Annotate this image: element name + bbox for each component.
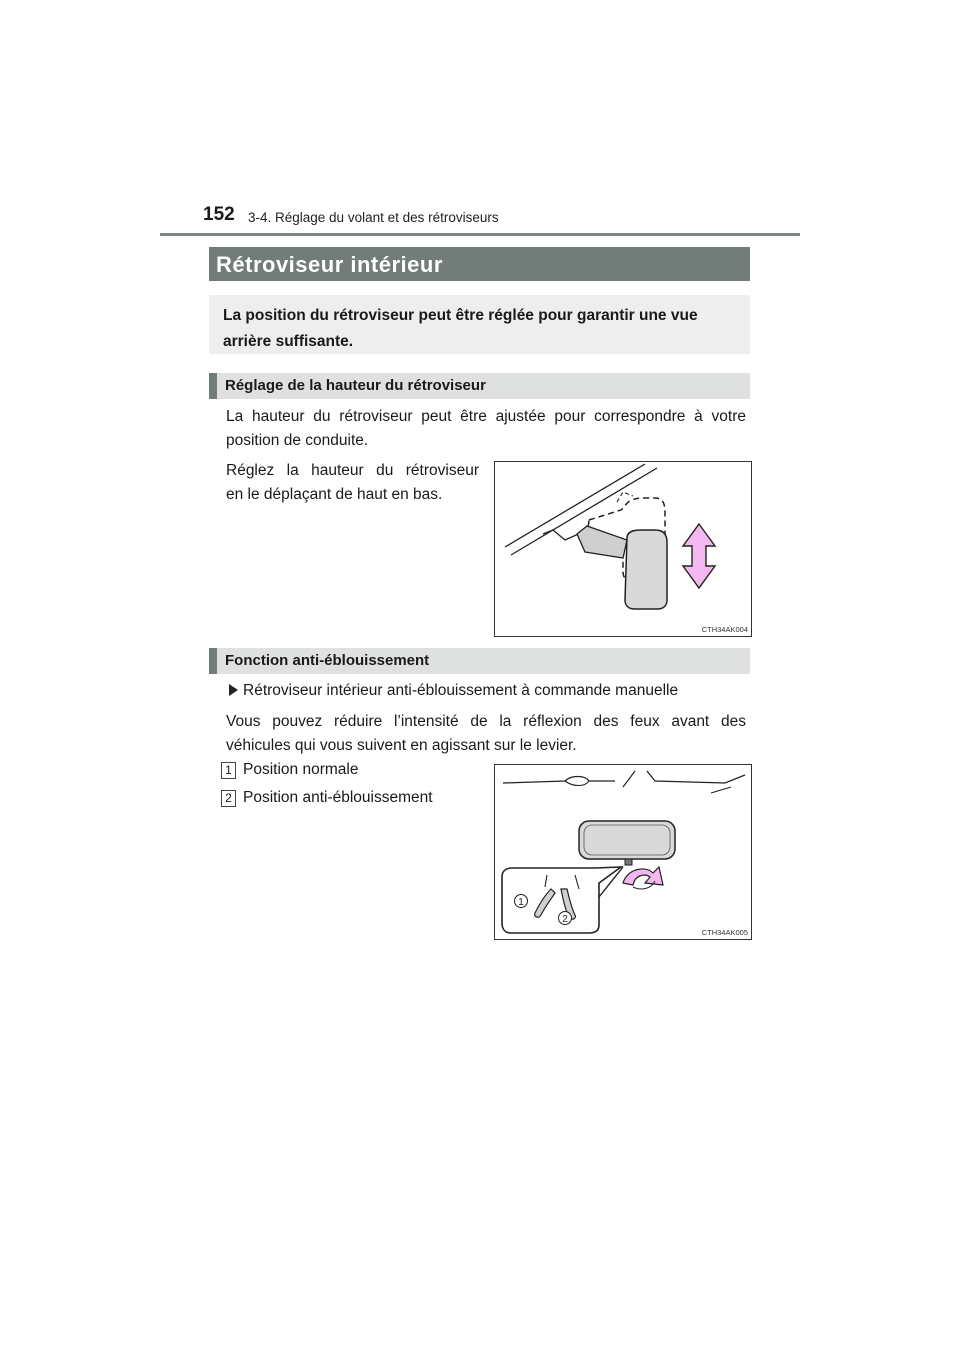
anti-glare-figure [494,764,752,940]
anti-glare-para-line2: véhicules qui vous suivent en agissant sur le levier. [226,737,577,754]
subheading-height-adjust [209,373,750,399]
anti-glare-para-line1: Vous pouvez réduire l’intensité de la réflexion des feux avant des [226,713,746,730]
subheading-text: Réglage de la hauteur du rétroviseur [225,377,486,394]
mirror-height-illustration [495,462,751,636]
subheading-accent [209,648,217,674]
mirror-height-figure [494,461,752,637]
subheading-accent [209,373,217,399]
item-number-2: 2 [221,790,236,807]
subheading-anti-glare [209,648,750,674]
item-label-anti-glare: Position anti-éblouissement [243,789,433,806]
height-para-line1: La hauteur du rétroviseur peut être ajustée pour correspondre à votre [226,408,746,425]
running-header: 3-4. Réglage du volant et des rétroviseurs [248,210,499,225]
callout-number-2: 2 [562,914,568,925]
bullet-arrow-icon [229,684,238,696]
height-instr-line2: en le déplaçant de haut en bas. [226,486,443,503]
callout-number-1: 1 [518,897,524,908]
intro-text: La position du rétroviseur peut être réglée pour garantir une vue arrière suffisante. [223,307,698,350]
height-para-line2: position de conduite. [226,432,369,449]
page-number: 152 [203,204,235,225]
figure-code: CTH34AK005 [701,928,748,937]
anti-glare-illustration [495,765,751,939]
item-number-1: 1 [221,762,236,779]
figure-code: CTH34AK004 [701,625,748,634]
subheading-text: Fonction anti-éblouissement [225,652,430,669]
item-label-normal: Position normale [243,761,359,778]
height-instr-line1: Réglez la hauteur du rétroviseur [226,462,479,479]
header-rule [160,233,800,236]
section-title: Rétroviseur intérieur [216,252,443,277]
anti-glare-bullet: Rétroviseur intérieur anti-éblouissement à commande manuelle [243,682,679,699]
